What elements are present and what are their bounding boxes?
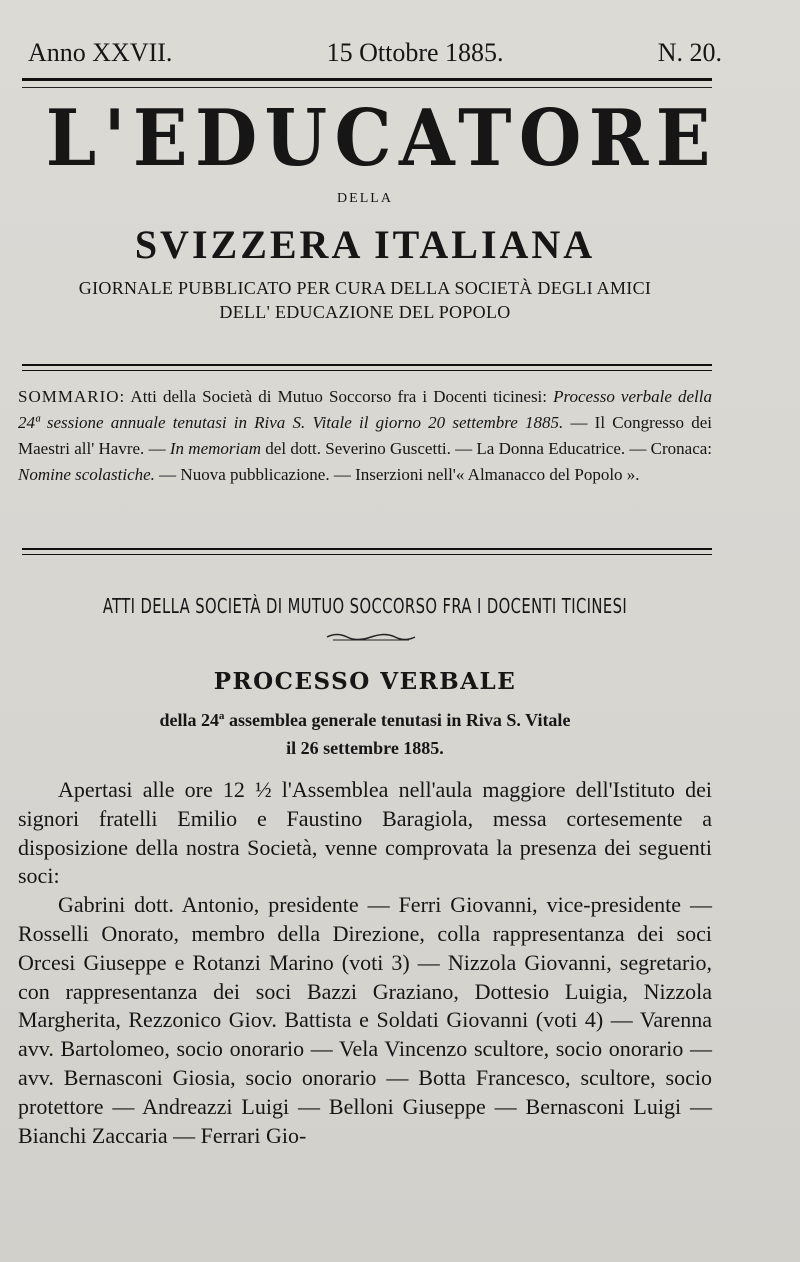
article-body bbox=[18, 776, 712, 1150]
masthead bbox=[18, 93, 718, 324]
header-rule bbox=[22, 78, 712, 88]
paragraph-2: Gabrini dott. Antonio, presidente — Ferri Giovanni, vice-presidente — Rosselli Onorato, membro della Direzione, colla rappresentanza dei soci Orcesi Giuseppe e Rotanzi Marino (voti 3) — Nizzola Giovanni, segretario, con rappresentanza dei soci Bazzi Graziano, Dottesio Luigia, Nizzola Margherita, Rezzonico Giov. Battista e Soldati Giovanni (voti 4) — Varenna avv. Bartolomeo, socio onorario — Vela Vincenzo scultore, socio onorario — avv. Bernasconi Giosia, socio onorario — Botta Francesco, scultore, socio protettore — Andreazzi Luigi — Belloni Giuseppe — Bernasconi Luigi — Bianchi Zaccaria — Ferrari Gio- bbox=[18, 892, 712, 1148]
sommario-text-3: del dott. Severino Guscetti. — La Donna Educatrice. — Cronaca: bbox=[265, 439, 713, 458]
masthead-subtitle-2: DELL' EDUCAZIONE DEL POPOLO bbox=[219, 302, 511, 322]
sommario bbox=[18, 384, 712, 488]
sommario-rule bbox=[22, 548, 712, 555]
masthead-rule bbox=[22, 364, 712, 371]
issue-date: 15 Ottobre 1885. bbox=[326, 38, 504, 67]
sommario-text-2: — Il Congresso dei Maestri all' Havre. — bbox=[18, 413, 712, 458]
verbale-title: PROCESSO VERBALE bbox=[213, 668, 517, 695]
sommario-italic-2: In memoriam bbox=[169, 439, 262, 458]
sommario-italic-1: Processo verbale della 24ª sessione annuale tenutasi in Riva S. Vitale il giorno 20 settembre 1885. bbox=[18, 387, 712, 432]
masthead-della: DELLA bbox=[337, 191, 393, 206]
paragraph-1: Apertasi alle ore 12 ½ l'Assemblea nell'aula maggiore dell'Istituto dei signori fratelli Emilio e Faustino Baragiola, messa cortesemente a disposizione della nostra Società, venne comprovata la presenza dei seguenti soci: bbox=[18, 777, 712, 889]
issue-year: Anno XXVII. bbox=[28, 38, 173, 67]
section-title: ATTI DELLA SOCIETÀ DI MUTUO SOCCORSO FRA I DOCENTI TICINESI bbox=[102, 594, 628, 618]
masthead-title: L'EDUCATORE bbox=[45, 93, 718, 184]
ornament-icon bbox=[325, 632, 417, 642]
masthead-svizzera: SVIZZERA ITALIANA bbox=[134, 222, 596, 267]
issue-number: N. 20. bbox=[657, 38, 722, 67]
sommario-text-4: — Nuova pubblicazione. — Inserzioni nell'« Almanacco del Popolo ». bbox=[159, 465, 640, 484]
verbale-subtitle-1: della 24ª assemblea generale tenutasi in Riva S. Vitale bbox=[159, 710, 571, 730]
sommario-italic-3: Nomine scolastiche. bbox=[18, 465, 155, 484]
verbale-subtitle bbox=[18, 706, 712, 762]
sommario-label: SOMMARIO: bbox=[18, 387, 126, 406]
issue-header bbox=[18, 38, 732, 72]
verbale-subtitle-2: il 26 settembre 1885. bbox=[286, 738, 444, 758]
sommario-text-1: Atti della Società di Mutuo Soccorso fra i Docenti ticinesi: bbox=[130, 387, 548, 406]
masthead-subtitle-1: GIORNALE PUBBLICATO PER CURA DELLA SOCIETÀ DEGLI AMICI bbox=[78, 278, 652, 298]
